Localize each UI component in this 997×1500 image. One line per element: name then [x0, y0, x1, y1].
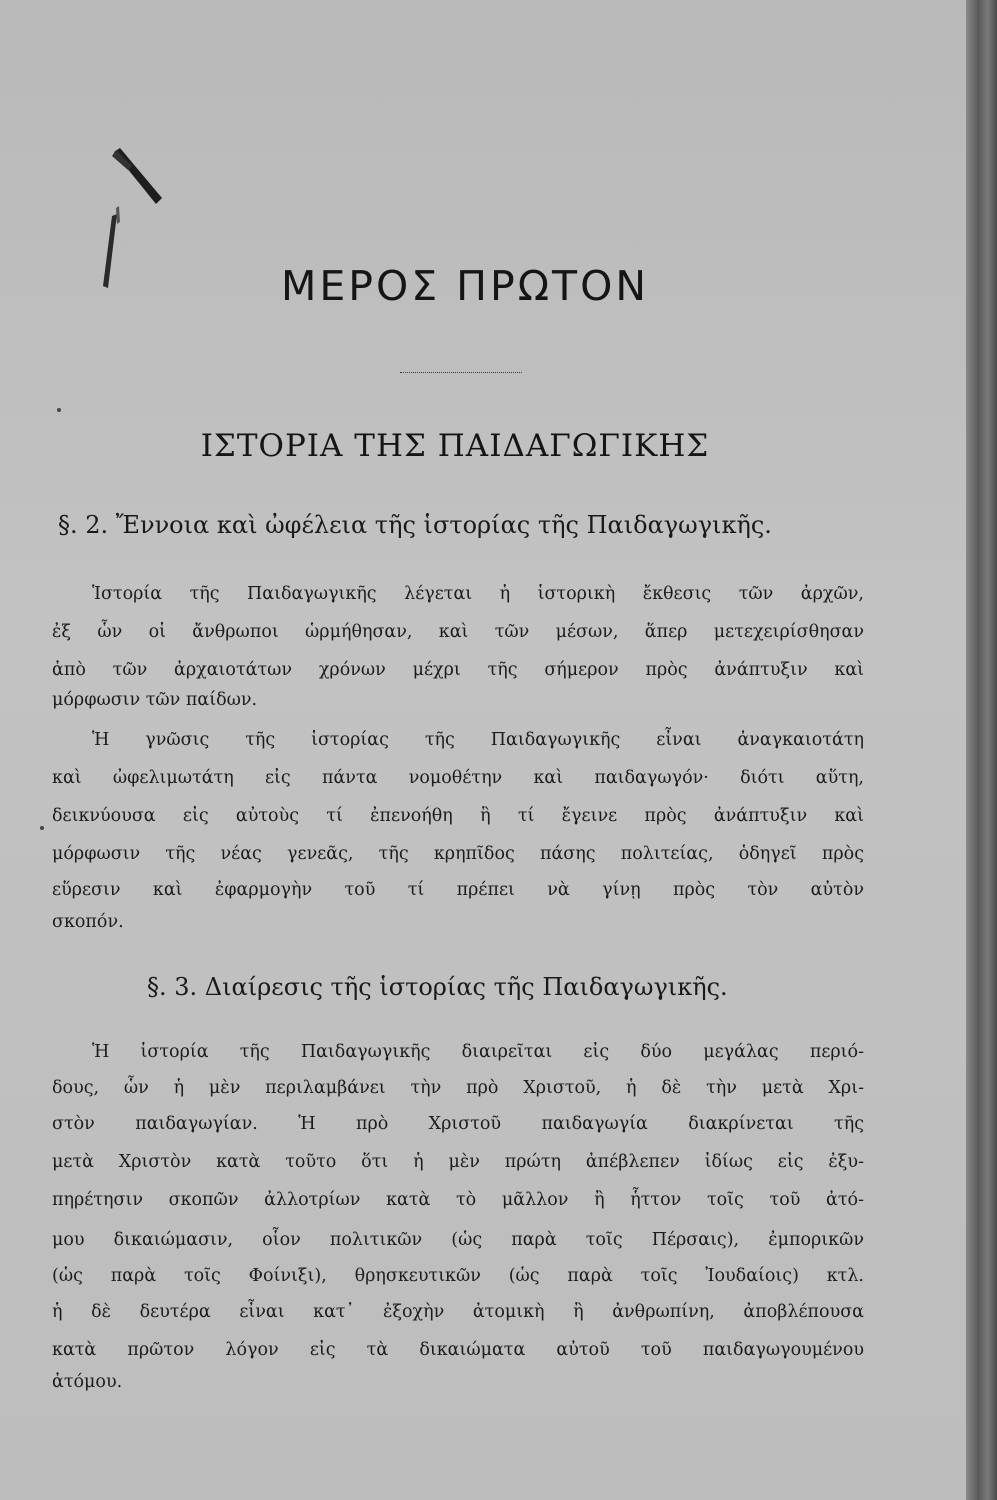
- section-2-line: δεικνύουσα εἰς αὐτοὺς τί ἐπενοήθη ἢ τί ἔγεινε πρὸς ἀνάπτυξιν καὶ: [52, 806, 864, 826]
- section-3-line: Ἡ ἱστορία τῆς Παιδαγωγικῆς διαιρεῖται εἰς δύο μεγάλας περιό-: [92, 1042, 864, 1062]
- section-2-line: Ἡ γνῶσις τῆς ἱστορίας τῆς Παιδαγωγικῆς εἶναι ἀναγκαιοτάτη: [92, 730, 864, 750]
- section-title: ΙΣΤΟΡΙΑ ΤΗΣ ΠΑΙΔΑΓΩΓΙΚΗΣ: [200, 428, 710, 464]
- book-page-edge: [966, 0, 997, 1500]
- section-2-line: Ἱστορία τῆς Παιδαγωγικῆς λέγεται ἡ ἱστορικὴ ἔκθεσις τῶν ἀρχῶν,: [92, 584, 864, 604]
- section-2-line: εὕρεσιν καὶ ἐφαρμογὴν τοῦ τί πρέπει νὰ γίνῃ πρὸς τὸν αὐτὸν: [52, 880, 864, 900]
- section-3-line: στὸν παιδαγωγίαν. Ἡ πρὸ Χριστοῦ παιδαγωγία διακρίνεται τῆς: [52, 1114, 864, 1134]
- section-3-heading: §. 3. Διαίρεσις τῆς ἱστορίας τῆς Παιδαγωγικῆς.: [147, 973, 728, 1001]
- divider: [400, 372, 522, 373]
- section-3-line: δους, ὧν ἡ μὲν περιλαμβάνει τὴν πρὸ Χριστοῦ, ἡ δὲ τὴν μετὰ Χρι-: [52, 1078, 864, 1098]
- section-3-line: κατὰ πρῶτον λόγον εἰς τὰ δικαιώματα αὐτοῦ τοῦ παιδαγωγουμένου: [52, 1340, 864, 1360]
- section-2-line: ἀπὸ τῶν ἀρχαιοτάτων χρόνων μέχρι τῆς σήμερον πρὸς ἀνάπτυξιν καὶ: [52, 660, 864, 680]
- section-3-line: ἡ δὲ δευτέρα εἶναι κατ᾽ ἐξοχὴν ἀτομικὴ ἢ ἀνθρωπίνη, ἀποβλέπουσα: [52, 1302, 864, 1322]
- section-2-line: ἐξ ὧν οἱ ἄνθρωποι ὡρμήθησαν, καὶ τῶν μέσων, ἅπερ μετεχειρίσθησαν: [52, 622, 864, 642]
- section-3-line: (ὡς παρὰ τοῖς Φοίνιξι), θρησκευτικῶν (ὡς παρὰ τοῖς Ἰουδαίοις) κτλ.: [52, 1266, 864, 1286]
- section-2-line: μόρφωσιν τῶν παίδων.: [52, 690, 258, 710]
- section-2-line: μόρφωσιν τῆς νέας γενεᾶς, τῆς κρηπῖδος πάσης πολιτείας, ὁδηγεῖ πρὸς: [52, 844, 864, 864]
- part-title: ΜΕΡΟΣ ΠΡΩΤΟΝ: [280, 262, 650, 310]
- ink-speck: [57, 408, 61, 412]
- section-3-line: μετὰ Χριστὸν κατὰ τοῦτο ὅτι ἡ μὲν πρώτη ἀπέβλεπεν ἰδίως εἰς ἐξυ-: [52, 1152, 864, 1172]
- section-2-line: σκοπόν.: [52, 912, 124, 932]
- section-3-line: ἀτόμου.: [52, 1372, 123, 1392]
- section-2-line: καὶ ὠφελιμωτάτη εἰς πάντα νομοθέτην καὶ παιδαγωγόν· διότι αὕτη,: [52, 768, 864, 788]
- section-3-line: μου δικαιώμασιν, οἷον πολιτικῶν (ὡς παρὰ τοῖς Πέρσαις), ἐμπορικῶν: [52, 1230, 864, 1250]
- ink-speck: [40, 826, 44, 830]
- section-2-heading: §. 2. Ἔννοια καὶ ὠφέλεια τῆς ἱστορίας τῆς Παιδαγωγικῆς.: [58, 511, 772, 539]
- section-3-line: πηρέτησιν σκοπῶν ἀλλοτρίων κατὰ τὸ μᾶλλον ἢ ἧττον τοῖς τοῦ ἀτό-: [52, 1190, 864, 1210]
